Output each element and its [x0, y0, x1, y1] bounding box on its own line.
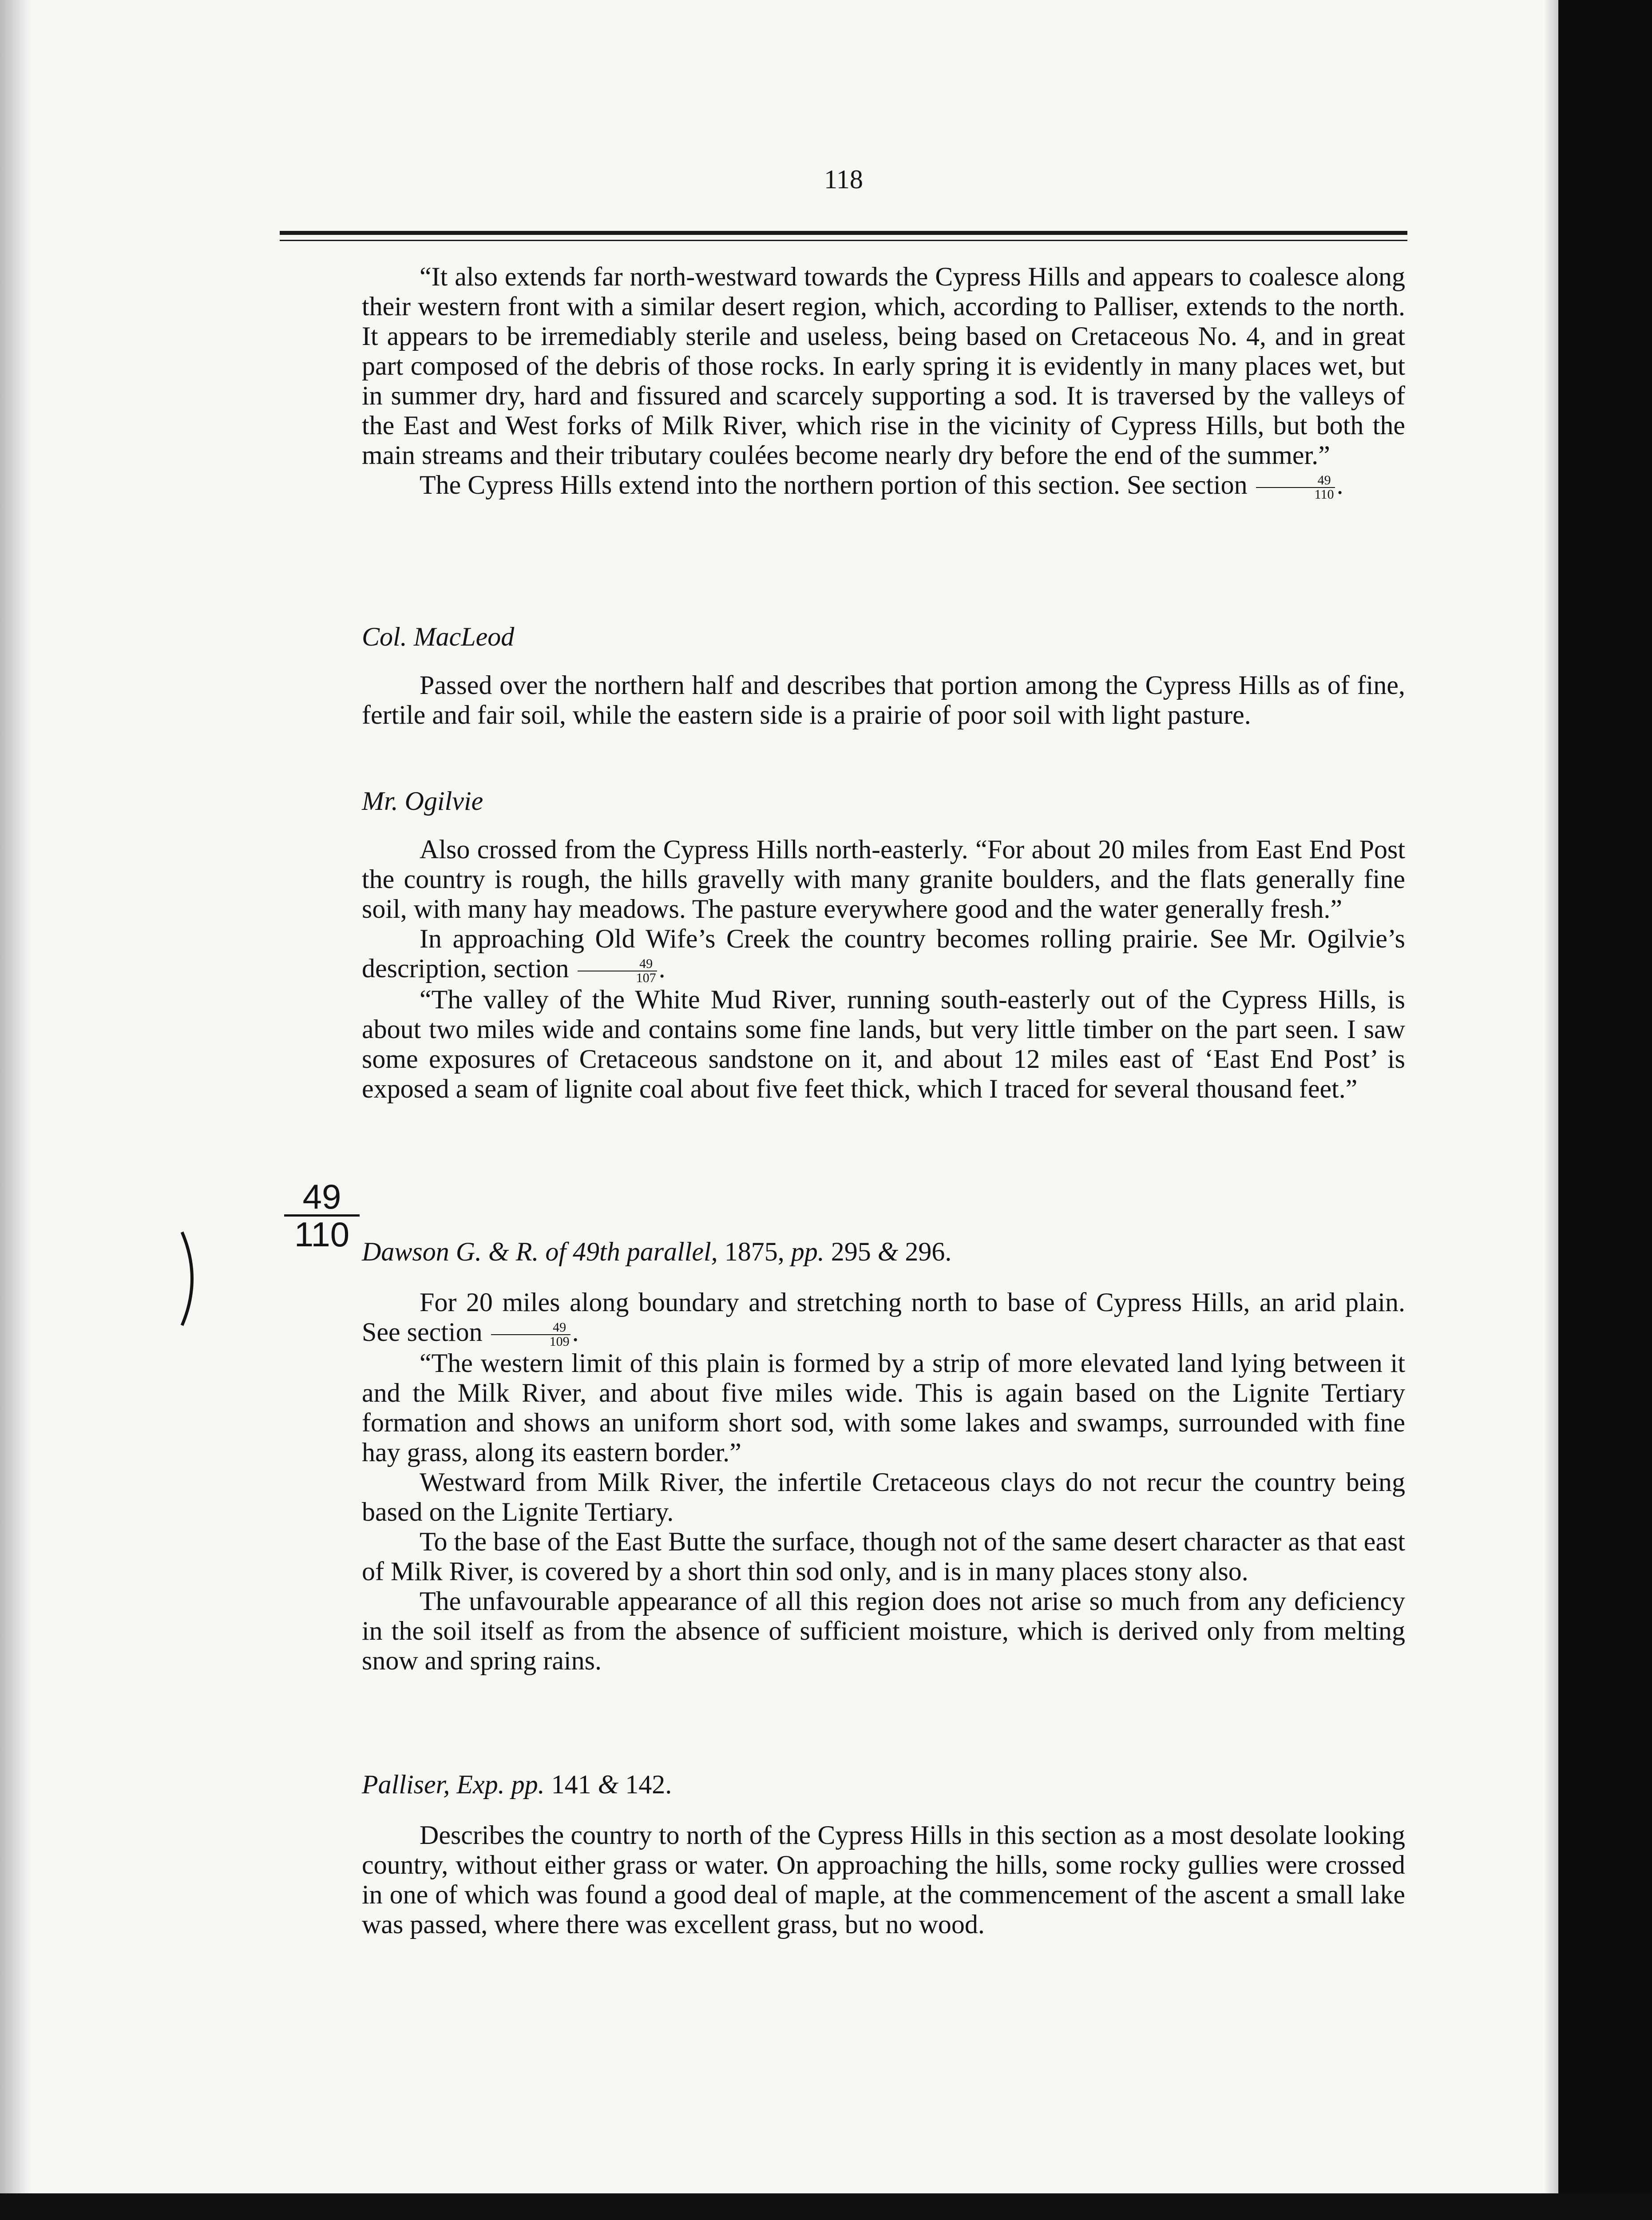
section-fraction: $\frac{49}{109}$: [491, 1321, 570, 1348]
paragraph: The unfavourable appearance of all this region does not arise so much from any deficiency in the soil itself as from the absence of sufficient moisture, which is derived only from melting snow and spring rains.: [362, 1586, 1405, 1676]
text-block-palliser: [362, 1820, 1405, 1939]
heading-palliser: Palliser, Exp. pp. 141 & 142.: [362, 1770, 672, 1799]
paragraph: In approaching Old Wife’s Creek the country becomes rolling prairie. See Mr. Ogilvie’s description, section $\frac{49}{107}$ .: [362, 924, 1405, 986]
paragraph: “The valley of the White Mud River, running south-easterly out of the Cypress Hills, is about two miles wide and contains some fine lands, but very little timber on the part seen. I saw some exposures of Cretaceous sandstone on it, and about 12 miles east of ‘East End Post’ is exposed a seam of lignite coal about five feet thick, which I traced for several thousand feet.”: [362, 985, 1405, 1104]
text-block-intro: [362, 262, 1405, 501]
paragraph: For 20 miles along boundary and stretching north to base of Cypress Hills, an arid plain. See section $\frac{49}{109}$ .: [362, 1288, 1405, 1349]
page-edge-left: [0, 0, 31, 2220]
header-rule-thin: [280, 240, 1407, 241]
paragraph: Describes the country to north of the Cypress Hills in this section as a most desolate looking country, without either grass or water. On approaching the hills, some rocky gullies were crossed in one of which was found a good deal of maple, at the commencement of the ascent a small lake was passed, where there was excellent grass, but no wood.: [362, 1820, 1405, 1939]
text-block-ogilvie: [362, 835, 1405, 1104]
paragraph: “It also extends far north-westward towards the Cypress Hills and appears to coalesce along their western front with a similar desert region, which, according to Palliser, extends to the north. It appears to be irremediably sterile and useless, being based on Cretaceous No. 4, and in great part composed of the debris of those rocks. In early spring it is evidently in many places wet, but in summer dry, hard and fissured and scarcely supporting a sod. It is traversed by the valleys of the East and West forks of Milk River, which rise in the vicinity of Cypress Hills, but both the main streams and their tributary coulées become nearly dry before the end of the summer.”: [362, 262, 1405, 470]
heading-ogilvie: Mr. Ogilvie: [362, 786, 483, 816]
header-rule-thick: [280, 231, 1407, 235]
section-number: 49 110: [284, 1179, 360, 1252]
paragraph: Passed over the northern half and describes that portion among the Cypress Hills as of fine, fertile and fair soil, while the eastern side is a prairie of poor soil with light pasture.: [362, 670, 1405, 729]
paragraph: The Cypress Hills extend into the northern portion of this section. See section $\frac{49}{110}$ .: [420, 470, 1343, 502]
text-block-macleod: [362, 670, 1405, 730]
margin-bracket-mark: [178, 1230, 204, 1328]
page-number: 118: [824, 165, 863, 194]
page-edge-right: [1558, 0, 1652, 2220]
heading-dawson: Dawson G. & R. of 49th parallel, 1875, pp. 295 & 296.: [362, 1237, 952, 1266]
paragraph: To the base of the East Butte the surface, though not of the same desert character as that east of Milk River, is covered by a short thin sod only, and is in many places stony also.: [362, 1527, 1405, 1586]
section-fraction: $\frac{49}{110}$: [1256, 474, 1335, 501]
text-block-dawson: [362, 1288, 1405, 1676]
page-edge-bottom: [0, 2193, 1652, 2220]
section-fraction: $\frac{49}{107}$: [578, 957, 657, 985]
page-edge-right-shadow: [1544, 0, 1558, 2220]
paragraph: Westward from Milk River, the infertile Cretaceous clays do not recur the country being based on the Lignite Tertiary.: [362, 1467, 1405, 1527]
paragraph: “The western limit of this plain is formed by a strip of more elevated land lying between it and the Milk River, and about five miles wide. This is again based on the Lignite Tertiary formation and shows an uniform short sod, with some lakes and swamps, surrounded with fine hay grass, along its eastern border.”: [362, 1348, 1405, 1467]
heading-macleod: Col. MacLeod: [362, 622, 515, 651]
paragraph: Also crossed from the Cypress Hills north-easterly. “For about 20 miles from East End Post the country is rough, the hills gravelly with many granite boulders, and the flats generally fine soil, with many hay meadows. The pasture everywhere good and the water generally fresh.”: [362, 835, 1405, 924]
